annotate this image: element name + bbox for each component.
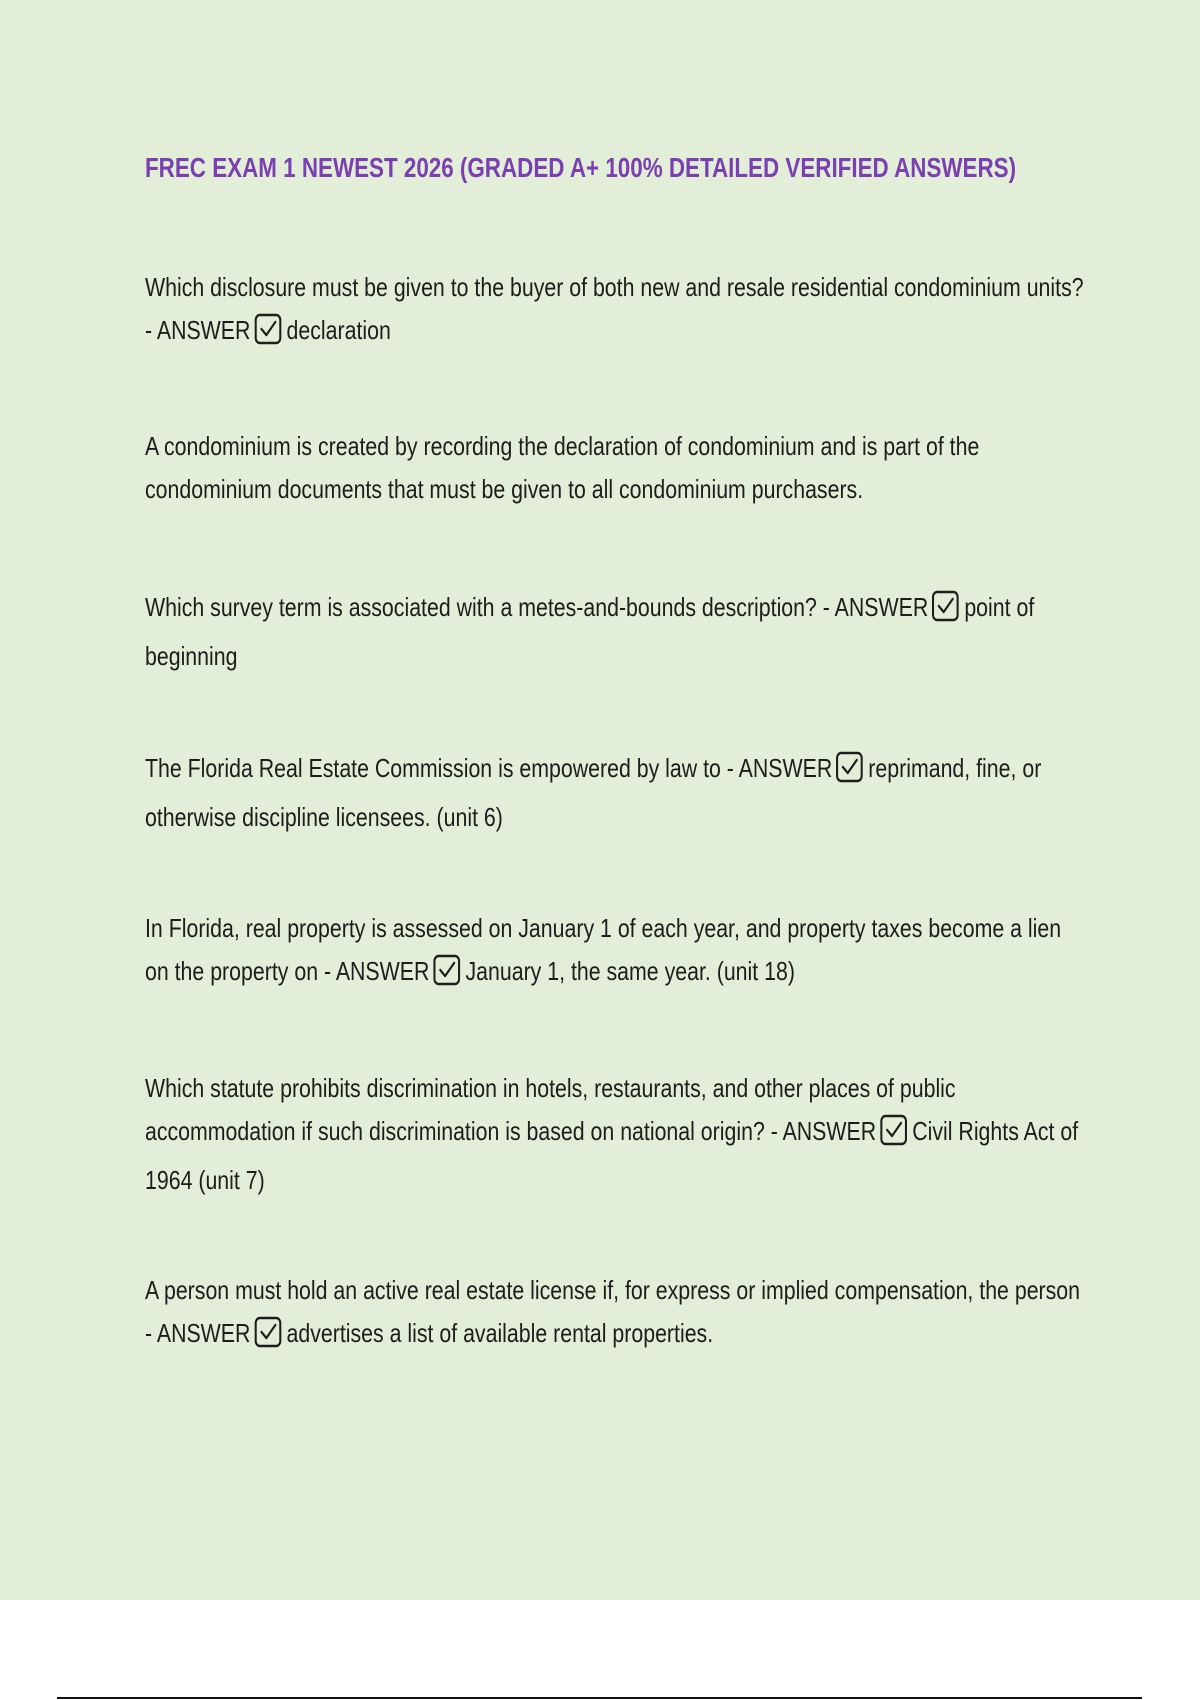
question-text: Which statute prohibits discrimination in hotels, restaurants, and other places of public accommodation if such discrimination is based on national origin? - ANSWER: [145, 1073, 956, 1146]
checked-box-icon: [932, 590, 960, 635]
qa-item: [145, 1269, 1084, 1361]
qa-item: [145, 907, 1084, 999]
question-text: The Florida Real Estate Commission is empowered by law to - ANSWER: [145, 753, 833, 783]
answer-text: reprimand, fine, or otherwise discipline licensees. (unit 6): [145, 753, 1042, 832]
checked-box-icon: [879, 1114, 907, 1159]
answer-text: point of beginning: [145, 592, 1035, 671]
document-title: FREC EXAM 1 NEWEST 2026 (GRADED A+ 100% DETAILED VERIFIED ANSWERS): [145, 152, 1017, 183]
question-text: Which survey term is associated with a metes-and-bounds description? - ANSWER: [145, 592, 929, 622]
checked-box-icon: [254, 1316, 282, 1361]
checked-box-icon: [254, 313, 282, 358]
qa-item: [145, 1067, 1084, 1202]
qa-item: [145, 586, 1084, 678]
answer-text: January 1, the same year. (unit 18): [465, 956, 795, 986]
checked-box-icon: [836, 751, 864, 796]
question-text: Which disclosure must be given to the buyer of both new and resale residential condominium units? - ANSWER: [145, 272, 1084, 345]
qa-item: [145, 425, 1084, 511]
question-text: In Florida, real property is assessed on January 1 of each year, and property taxes become a lien on the property on - ANSWER: [145, 913, 1062, 986]
answer-text: Civil Rights Act of 1964 (unit 7): [145, 1116, 1079, 1195]
qa-item: [145, 266, 1084, 358]
note-text: A condominium is created by recording the declaration of condominium and is part of the condominium documents that must be given to all condominium purchasers.: [145, 431, 980, 504]
answer-text: declaration: [286, 315, 391, 345]
checked-box-icon: [433, 954, 461, 999]
answer-text: advertises a list of available rental properties.: [286, 1318, 714, 1348]
question-text: A person must hold an active real estate license if, for express or implied compensation, the person - ANSWER: [145, 1275, 1081, 1348]
qa-item: [145, 747, 1084, 839]
footer-divider: [57, 1697, 1142, 1699]
